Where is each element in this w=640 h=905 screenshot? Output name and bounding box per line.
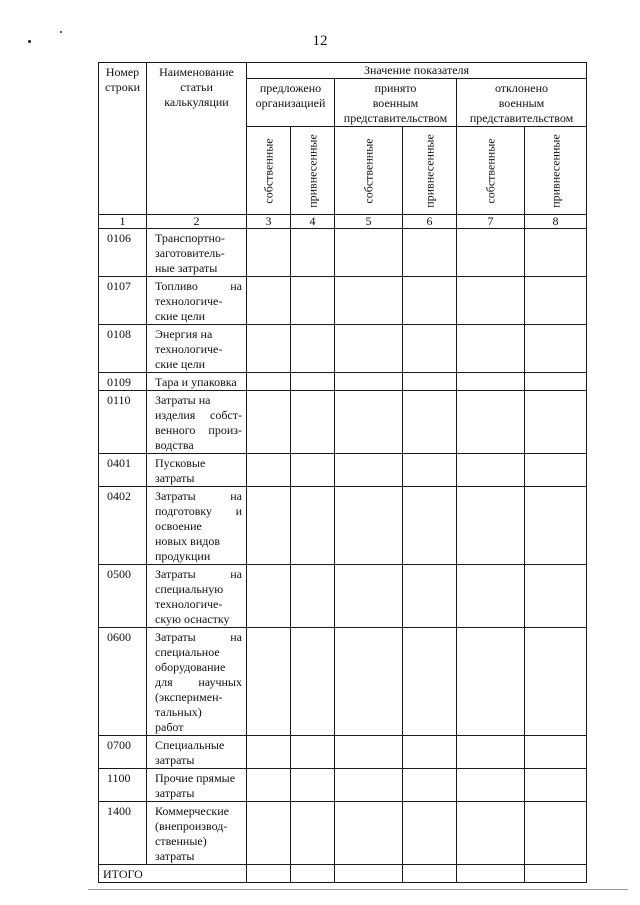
column-number: 4 bbox=[291, 215, 335, 229]
value-cell bbox=[457, 628, 525, 736]
value-cell bbox=[291, 802, 335, 865]
value-cell bbox=[335, 454, 403, 487]
value-cell bbox=[525, 391, 587, 454]
value-cell bbox=[403, 229, 457, 277]
value-cell bbox=[247, 373, 291, 391]
column-number: 1 bbox=[99, 215, 147, 229]
row-item-name: Пусковые затраты bbox=[147, 454, 247, 487]
value-cell bbox=[291, 373, 335, 391]
sub-external-header: привнесенные bbox=[403, 127, 457, 215]
value-cell bbox=[247, 454, 291, 487]
value-cell bbox=[335, 628, 403, 736]
value-cell bbox=[457, 391, 525, 454]
value-cell bbox=[291, 325, 335, 373]
group-proposed-header: предложено организацией bbox=[247, 79, 335, 127]
row-item-name: Прочие прямые затраты bbox=[147, 769, 247, 802]
value-cell bbox=[247, 628, 291, 736]
row-item-name: Энергия на технологиче- ские цели bbox=[147, 325, 247, 373]
value-cell bbox=[291, 454, 335, 487]
column-number: 8 bbox=[525, 215, 587, 229]
value-cell bbox=[291, 565, 335, 628]
group-rejected-header: отклонено военным представительством bbox=[457, 79, 587, 127]
table-row bbox=[99, 454, 587, 487]
total-value-cell bbox=[525, 865, 587, 883]
value-cell bbox=[457, 325, 525, 373]
sub-own-header: собственные bbox=[335, 127, 403, 215]
column-number: 7 bbox=[457, 215, 525, 229]
value-cell bbox=[457, 277, 525, 325]
value-cell bbox=[247, 565, 291, 628]
value-cell bbox=[457, 802, 525, 865]
row-item-name: Транспортно- заготовитель- ные затраты bbox=[147, 229, 247, 277]
value-cell bbox=[247, 391, 291, 454]
value-cell bbox=[457, 565, 525, 628]
table-row bbox=[99, 277, 587, 325]
sub-external-header: привнесенные bbox=[525, 127, 587, 215]
row-item-name: Тара и упаковка bbox=[147, 373, 247, 391]
value-cell bbox=[335, 325, 403, 373]
row-item-name: Топливо на технологиче- ские цели bbox=[147, 277, 247, 325]
row-item-name: Затраты на подготовку и освоение новых видов продукции bbox=[147, 487, 247, 565]
value-cell bbox=[335, 802, 403, 865]
calculation-table bbox=[98, 62, 587, 883]
value-cell bbox=[291, 391, 335, 454]
value-cell bbox=[525, 736, 587, 769]
item-name-header: Наименование статьи калькуляции bbox=[147, 63, 247, 215]
page-bottom-rule bbox=[88, 889, 628, 890]
value-cell bbox=[335, 769, 403, 802]
column-number: 6 bbox=[403, 215, 457, 229]
value-cell bbox=[403, 802, 457, 865]
value-cell bbox=[291, 229, 335, 277]
value-cell bbox=[291, 487, 335, 565]
sub-own-header: собственные bbox=[457, 127, 525, 215]
value-cell bbox=[525, 229, 587, 277]
value-cell bbox=[291, 628, 335, 736]
value-cell bbox=[403, 565, 457, 628]
value-cell bbox=[403, 769, 457, 802]
column-number: 2 bbox=[147, 215, 247, 229]
table-row bbox=[99, 229, 587, 277]
indicator-value-header: Значение показателя bbox=[247, 63, 587, 79]
value-cell bbox=[525, 454, 587, 487]
row-code: 0110 bbox=[99, 391, 147, 454]
value-cell bbox=[247, 736, 291, 769]
row-item-name: Коммерческие (внепроизвод- ственные) затраты bbox=[147, 802, 247, 865]
sub-external-header: привнесенные bbox=[291, 127, 335, 215]
value-cell bbox=[457, 229, 525, 277]
value-cell bbox=[247, 277, 291, 325]
value-cell bbox=[525, 565, 587, 628]
value-cell bbox=[457, 736, 525, 769]
row-code: 0107 bbox=[99, 277, 147, 325]
row-code: 1400 bbox=[99, 802, 147, 865]
row-number-header: Номер строки bbox=[99, 63, 147, 215]
row-item-name: Специальные затраты bbox=[147, 736, 247, 769]
value-cell bbox=[291, 736, 335, 769]
value-cell bbox=[403, 325, 457, 373]
value-cell bbox=[525, 628, 587, 736]
row-code: 0108 bbox=[99, 325, 147, 373]
value-cell bbox=[403, 487, 457, 565]
row-code: 0109 bbox=[99, 373, 147, 391]
value-cell bbox=[525, 769, 587, 802]
row-code: 0600 bbox=[99, 628, 147, 736]
row-item-name: Затраты на специальную технологиче- скую оснастку bbox=[147, 565, 247, 628]
value-cell bbox=[457, 373, 525, 391]
value-cell bbox=[403, 628, 457, 736]
row-item-name: Затраты на изделия собст- венного произ- водства bbox=[147, 391, 247, 454]
value-cell bbox=[457, 454, 525, 487]
column-number-row bbox=[99, 215, 587, 229]
value-cell bbox=[525, 277, 587, 325]
table-row bbox=[99, 325, 587, 373]
column-number: 5 bbox=[335, 215, 403, 229]
value-cell bbox=[525, 325, 587, 373]
value-cell bbox=[403, 373, 457, 391]
table-row bbox=[99, 565, 587, 628]
value-cell bbox=[403, 277, 457, 325]
column-number: 3 bbox=[247, 215, 291, 229]
value-cell bbox=[525, 802, 587, 865]
value-cell bbox=[403, 391, 457, 454]
value-cell bbox=[457, 769, 525, 802]
value-cell bbox=[291, 769, 335, 802]
header-row-1 bbox=[99, 63, 587, 79]
sub-own-header: собственные bbox=[247, 127, 291, 215]
table-row bbox=[99, 373, 587, 391]
row-code: 0402 bbox=[99, 487, 147, 565]
value-cell bbox=[247, 769, 291, 802]
row-code: 1100 bbox=[99, 769, 147, 802]
table-row bbox=[99, 487, 587, 565]
table-row bbox=[99, 769, 587, 802]
value-cell bbox=[403, 454, 457, 487]
total-value-cell bbox=[247, 865, 291, 883]
value-cell bbox=[525, 487, 587, 565]
row-code: 0500 bbox=[99, 565, 147, 628]
value-cell bbox=[525, 373, 587, 391]
group-accepted-header: принято военным представительством bbox=[335, 79, 457, 127]
table-row bbox=[99, 736, 587, 769]
table-row bbox=[99, 628, 587, 736]
value-cell bbox=[291, 277, 335, 325]
total-label: ИТОГО bbox=[99, 865, 247, 883]
value-cell bbox=[335, 277, 403, 325]
total-value-cell bbox=[403, 865, 457, 883]
row-code: 0106 bbox=[99, 229, 147, 277]
value-cell bbox=[335, 373, 403, 391]
total-row bbox=[99, 865, 587, 883]
table-row bbox=[99, 391, 587, 454]
value-cell bbox=[335, 391, 403, 454]
value-cell bbox=[403, 736, 457, 769]
row-code: 0401 bbox=[99, 454, 147, 487]
table-row bbox=[99, 802, 587, 865]
value-cell bbox=[247, 487, 291, 565]
row-item-name: Затраты на специальное оборудование для научных (эксперимен- тальных) работ bbox=[147, 628, 247, 736]
value-cell bbox=[247, 802, 291, 865]
value-cell bbox=[335, 565, 403, 628]
value-cell bbox=[335, 736, 403, 769]
total-value-cell bbox=[335, 865, 403, 883]
value-cell bbox=[247, 325, 291, 373]
value-cell bbox=[247, 229, 291, 277]
value-cell bbox=[457, 487, 525, 565]
value-cell bbox=[335, 487, 403, 565]
row-code: 0700 bbox=[99, 736, 147, 769]
page-number: 12 bbox=[312, 33, 328, 49]
total-value-cell bbox=[457, 865, 525, 883]
total-value-cell bbox=[291, 865, 335, 883]
value-cell bbox=[335, 229, 403, 277]
